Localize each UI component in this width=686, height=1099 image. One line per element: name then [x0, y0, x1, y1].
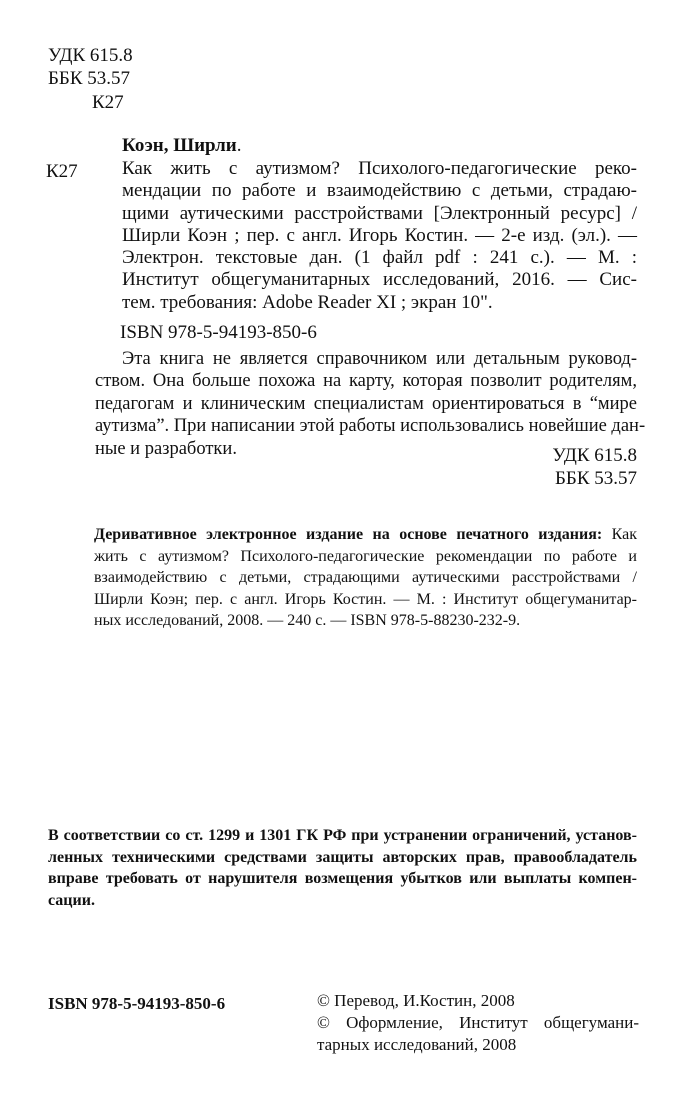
derivative-line: жить с аутизмом? Психолого-педагогические рекомендации по работе и — [94, 547, 637, 565]
copyright-block — [317, 990, 639, 1055]
annotation-line: Эта книга не является справочником или детальным руковод- — [122, 349, 637, 369]
legal-line: ленных техническими средствами защиты авторских прав, правообладатель — [48, 848, 637, 866]
isbn: ISBN 978-5-94193-850-6 — [120, 322, 317, 343]
legal-line: В соответствии со ст. 1299 и 1301 ГК РФ при устранении ограничений, установ- — [48, 827, 637, 844]
derivative-line: Ширли Коэн; пер. с англ. Игорь Костин. — М. : Институт общегуманитар- — [94, 590, 637, 608]
biblio-line: щими аутическими расстройствами [Электронный ресурс] / — [122, 202, 637, 224]
author-name-text: Коэн, Ширли — [122, 135, 237, 156]
derivative-line: взаимодействию с детьми, страдающими аутическими расстройствами / — [94, 569, 637, 586]
bibliographic-description — [122, 158, 637, 314]
copyright-line: © Перевод, И.Костин, 2008 — [317, 991, 515, 1010]
copyright-line: © Оформление, Институт общегумани- — [317, 1012, 639, 1032]
classification-udk: УДК 615.8 — [552, 445, 637, 466]
derivative-lead-rest: Как — [602, 526, 637, 543]
footer-isbn: ISBN 978-5-94193-850-6 — [48, 994, 226, 1013]
derivative-line — [94, 524, 637, 546]
author-mark: К27 — [92, 92, 124, 113]
copyright-line: тарных исследований, 2008 — [317, 1034, 517, 1054]
annotation-line: аутизма”. При написании этой работы использовались новейшие дан- — [95, 416, 646, 437]
biblio-line: Ширли Коэн ; пер. с англ. Игорь Костин. — 2-е изд. (эл.). — — [122, 224, 637, 246]
derivative-lead: Деривативное электронное издание на основе печатного издания: — [94, 526, 603, 543]
bbk-code: ББК 53.57 — [48, 68, 130, 89]
biblio-line: Электрон. текстовые дан. (1 файл pdf : 241 с.). — М. : — [122, 247, 637, 269]
annotation-line: ные и разработки. — [95, 438, 237, 459]
author-name — [122, 134, 241, 158]
author-name-period: . — [236, 135, 242, 156]
annotation — [95, 348, 646, 460]
annotation-line: ством. Она больше похожа на карту, которая позволит родителям, — [95, 371, 637, 392]
legal-notice — [48, 825, 637, 911]
legal-line: сации. — [48, 891, 95, 909]
derivative-edition-note — [94, 524, 637, 632]
biblio-line: мендации по работе и взаимодействию с детьми, страдаю- — [122, 180, 637, 202]
udk-code: УДК 615.8 — [48, 45, 133, 66]
derivative-line: ных исследований, 2008. — 240 с. — ISBN 978-5-88230-232-9. — [94, 612, 521, 629]
legal-line: вправе требовать от нарушителя возмещения убытков или выплаты компен- — [48, 870, 637, 887]
biblio-line: тем. требования: Adobe Reader XI ; экран 10". — [122, 291, 493, 313]
biblio-line: Институт общегуманитарных исследований, 2016. — Сис- — [122, 269, 637, 291]
biblio-line: Как жить с аутизмом? Психолого-педагогические реко- — [122, 158, 637, 179]
annotation-line: педагогам и клиническим специалистам ориентироваться в “мире — [95, 393, 637, 414]
side-author-mark: К27 — [46, 161, 78, 182]
classification-bbk: ББК 53.57 — [555, 468, 637, 489]
